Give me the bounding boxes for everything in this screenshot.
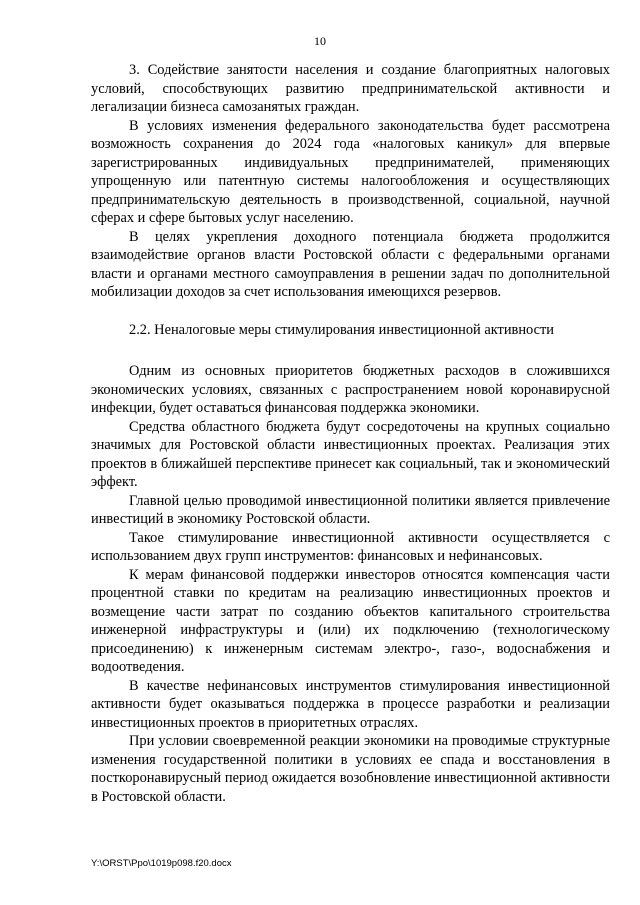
paragraph: Средства областного бюджета будут сосредоточены на крупных социально значимых для Ростовской области инвестиционных проектах. Реализация этих проектов в ближайшей перспективе принесет как социальный, так и экономический эффект. <box>91 418 610 490</box>
paragraph: В условиях изменения федерального законодательства будет рассмотрена возможность сохранения до 2024 года «налоговых каникул» для впервые зарегистрированных индивидуальных предпринимателей, применяющих упрощенную или патентную системы налогообложения и осуществляющих предпринимательскую деятельность в производственной, социальной, научной сферах и сфере бытовых услуг населению. <box>91 117 610 226</box>
document-body <box>91 61 610 806</box>
section-heading: 2.2. Неналоговые меры стимулирования инвестиционной активности <box>129 321 554 338</box>
page-number: 10 <box>314 34 326 48</box>
paragraph: Главной целью проводимой инвестиционной политики является привлечение инвестиций в экономику Ростовской области. <box>91 492 610 527</box>
paragraph: В качестве нефинансовых инструментов стимулирования инвестиционной активности будет оказываться поддержка в процессе разработки и реализации инвестиционных проектов в приоритетных отраслях. <box>91 677 610 731</box>
footer-file-path: Y:\ORST\Ppo\1019p098.f20.docx <box>91 858 232 869</box>
paragraph: 3. Содействие занятости населения и создание благоприятных налоговых условий, способствующих развитию предпринимательской активности и легализации бизнеса самозанятых граждан. <box>91 62 610 115</box>
paragraph: Одним из основных приоритетов бюджетных расходов в сложившихся экономических условиях, связанных с распространением новой коронавирусной инфекции, будет оставаться финансовая поддержка экономики. <box>91 363 610 416</box>
paragraph: При условии своевременной реакции экономики на проводимые структурные изменения государственной политики в условиях ее спада и восстановления в посткоронавирусный период ожидается возобновление инвестиционной активности в Ростовской области. <box>91 733 610 805</box>
paragraph: Такое стимулирование инвестиционной активности осуществляется с использованием двух групп инструментов: финансовых и нефинансовых. <box>91 529 610 564</box>
paragraph: К мерам финансовой поддержки инвесторов относятся компенсация части процентной ставки по кредитам на реализацию инвестиционных проектов и возмещение части затрат по созданию объектов капитального строительства инженерной инфраструктуры и (или) их подключению (технологическому присоединению) к инженерным системам электро-, газо-, водоснабжения и водоотведения. <box>91 566 610 675</box>
paragraph: В целях укрепления доходного потенциала бюджета продолжится взаимодействие органов власти Ростовской области с федеральными органами власти и органами местного самоуправления в решении задач по дополнительной мобилизации доходов за счет использования имеющихся резервов. <box>91 228 610 300</box>
